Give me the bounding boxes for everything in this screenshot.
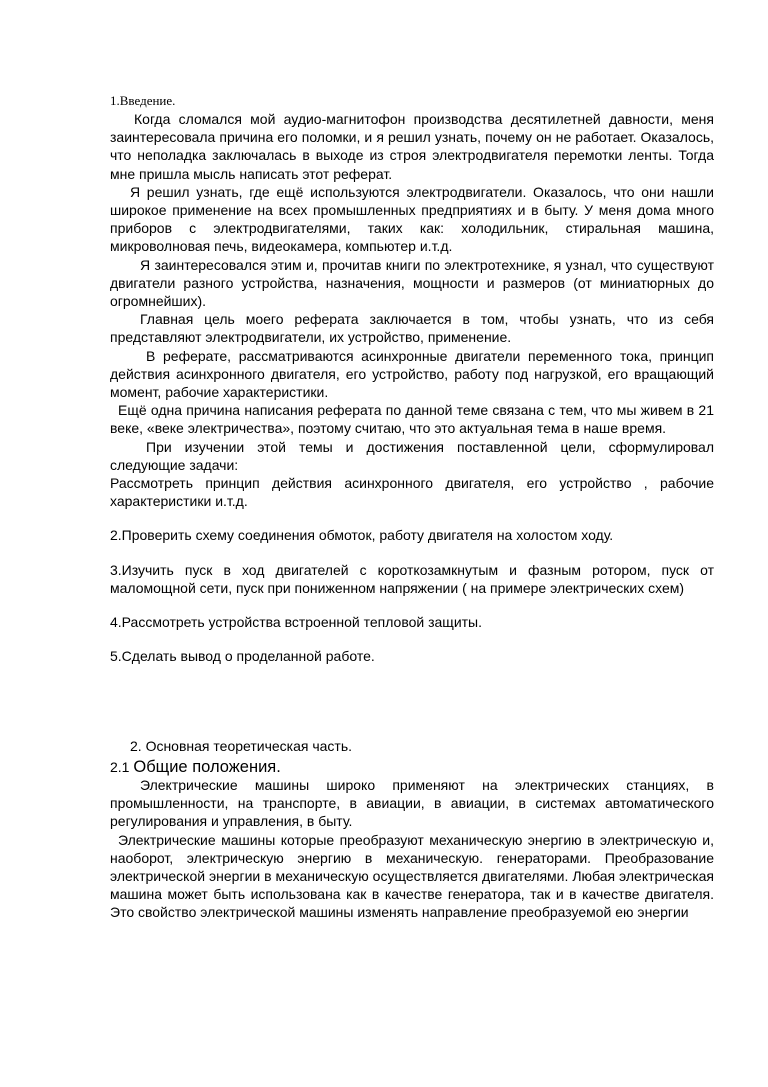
section2-paragraph-2: Электрические машины которые преобразуют механическую энергию в электрическую и, наоборот, электрическую энергию в механическую. генераторами. Преобразование электрической энергии в механическую осуществляется двигателями. Любая электрическая машина может быть использована как в качестве генератора, так и в качестве двигателя. Это свойство электрической машины изменять направление преобразуемой ею энергии — [110, 831, 714, 921]
intro-paragraph-5: В реферате, рассматриваются асинхронные двигатели переменного тока, принцип действия асинхронного двигателя, его устройство, работу под нагрузкой, его вращающий момент, рабочие характеристики. — [110, 347, 714, 401]
document-page — [110, 92, 714, 922]
task-item-4: 4.Рассмотреть устройства встроенной тепловой защиты. — [110, 614, 482, 631]
intro-paragraph-4: Главная цель моего реферата заключается в том, чтобы узнать, что из себя представляют электродвигатели, их устройство, применение. — [110, 311, 714, 346]
intro-paragraph-2: Я решил узнать, где ещё используются электродвигатели. Оказалось, что они нашли широкое применение на всех промышленных предприятиях и в быту. У меня дома много приборов с электродвигателями, таких как: холодильник, стиральная машина, микроволновая печь, видеокамера, компьютер и.т.д. — [110, 183, 714, 255]
task-item-5: 5.Сделать вывод о проделанной работе. — [110, 648, 375, 665]
subsection-heading — [110, 758, 714, 776]
intro-paragraph-1: Когда сломался мой аудио-магнитофон производства десятилетней давности, меня заинтересовала причина его поломки, и я решил узнать, почему он не работает. Оказалось, что неполадка заключалась в выходе из строя электродвигателя перемотки ленты. Тогда мне пришла мысль написать этот реферат. — [110, 111, 714, 182]
intro-paragraph-6: Ещё одна причина написания реферата по данной теме связана с тем, что мы живем в 21 веке, «веке электричества», поэтому считаю, что это актуальная тема в наше время. — [110, 402, 714, 437]
section2-paragraph-1: Электрические машины широко применяют на электрических станциях, в промышленности, на транспорте, в авиации, в авиации, в системах автоматического регулирования и управления, в быту. — [110, 776, 714, 830]
subsection-title: Общие положения. — [133, 757, 281, 776]
intro-paragraph-7: При изучении этой темы и достижения поставленной цели, сформулировал следующие задачи: — [110, 438, 714, 473]
intro-paragraph-3: Я заинтересовался этим и, прочитав книги по электротехнике, я узнал, что существуют двигатели разного устройства, назначения, мощности и размеров (от миниатюрных до огромнейших). — [110, 256, 714, 310]
subsection-number: 2.1 — [110, 758, 130, 775]
intro-heading: 1.Введение. — [110, 93, 176, 108]
task-item-1: Рассмотреть принцип действия асинхронного двигателя, его устройство , рабочие характеристики и.т.д. — [110, 475, 714, 510]
task-item-2: 2.Проверить схему соединения обмоток, работу двигателя на холостом ходу. — [110, 527, 614, 544]
task-item-3: 3.Изучить пуск в ход двигателей с короткозамкнутым и фазным ротором, пуск от маломощной сети, пуск при пониженном напряжении ( на примере электрических схем) — [110, 561, 714, 596]
section-2-heading: 2. Основная теоретическая часть. — [130, 738, 353, 755]
